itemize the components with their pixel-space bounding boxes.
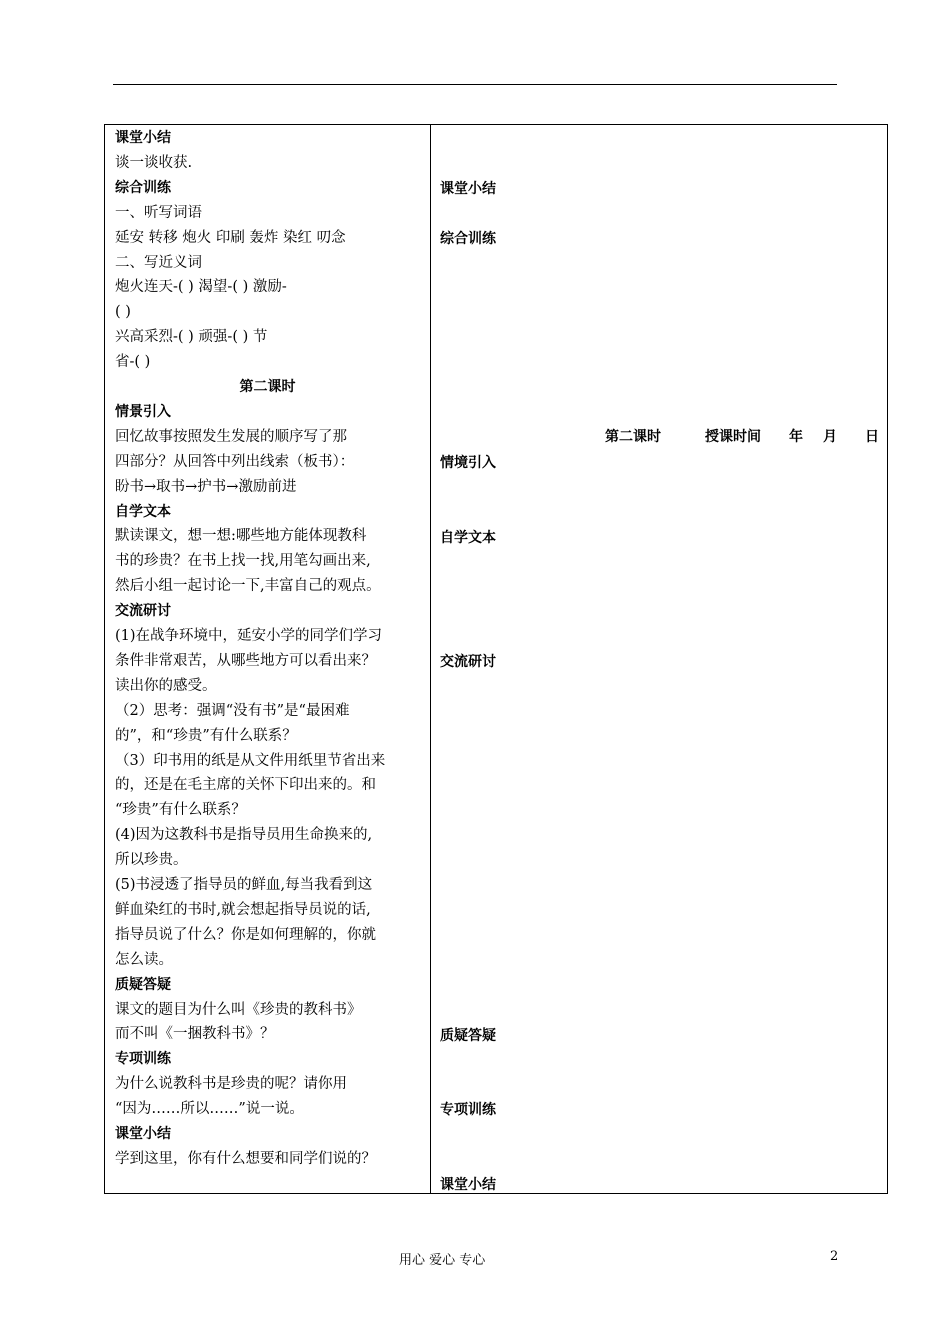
body-text-line: 为什么说教科书是珍贵的呢？请你用 [115,1076,347,1093]
body-text-line: （2）思考：强调“没有书”是“最困难 [115,702,350,719]
section-heading: 情景引入 [115,403,171,420]
body-text-line: (4)因为这教科书是指导员用生命换来的, [115,827,373,844]
body-text-line: 延安 转移 炮火 印刷 轰炸 染红 叨念 [115,229,346,246]
body-text-line: 省-( ) [115,354,151,371]
footer-motto: 用心 爱心 专心 [399,1253,486,1268]
body-text-line: 的”，和“珍贵”有什么联系？ [115,727,297,744]
body-text-line: 四部分？从回答中列出线索（板书）： [115,453,355,470]
section-heading: 第二课时 [239,379,296,395]
schedule-lesson: 第二课时 [605,429,661,445]
column-divider [430,125,431,1193]
body-text-line: (5)书浸透了指导员的鲜血,每当我看到这 [115,877,373,893]
page-number: 2 [830,1249,839,1264]
schedule-month: 月 [823,429,837,445]
notes-section-label: 专项训练 [440,1102,496,1119]
notes-section-label: 课堂小结 [440,1176,496,1193]
body-text-line: 默读课文，想一想:哪些地方能体现教科 [115,528,367,545]
body-text-line: ( ) [115,304,131,321]
body-text-line: 书的珍贵？在书上找一找,用笔勾画出来, [115,553,371,570]
body-text-line: 条件非常艰苦，从哪些地方可以看出来？ [115,652,376,669]
section-heading: 质疑答疑 [115,976,171,993]
section-heading: 专项训练 [115,1051,171,1068]
body-text-line: 读出你的感受。 [115,677,217,694]
body-text-line: 怎么读。 [115,951,173,968]
section-heading: 交流研讨 [115,603,171,620]
body-text-line: 指导员说了什么？你是如何理解的，你就 [115,926,376,943]
body-text-line: 的，还是在毛主席的关怀下印出来的。和 [115,777,376,794]
notes-section-label: 自学文本 [440,529,496,546]
notes-section-label: 课堂小结 [440,180,496,197]
body-text-line: （3）印书用的纸是从文件用纸里节省出来 [115,752,386,769]
notes-section-label: 情境引入 [440,454,496,471]
body-text-line: 鲜血染红的书时,就会想起指导员说的话, [115,901,371,918]
body-text-line: 炮火连天-( ) 渴望-( ) 激励- [115,279,287,296]
schedule-year: 年 [789,429,803,445]
body-text-line: “珍贵”有什么联系？ [115,802,246,819]
body-text-line: 兴高采烈-( ) 顽强-( ) 节 [115,329,268,346]
section-heading: 课堂小结 [115,1126,171,1142]
body-text-line: 二、写近义词 [115,254,202,271]
section-heading: 课堂小结 [115,130,171,146]
schedule-day: 日 [865,429,879,445]
body-text-line: 所以珍贵。 [115,852,188,869]
schedule-time-label: 授课时间 [705,429,761,445]
body-text-line: 回忆故事按照发生发展的顺序写了那 [115,428,347,445]
body-text-line: “因为……所以……”说一说。 [115,1101,304,1118]
section-heading: 综合训练 [115,179,171,196]
body-text-line: 学到这里，你有什么想要和同学们说的？ [115,1150,376,1167]
body-text-line: 谈一谈收获. [115,154,193,171]
body-text-line: 课文的题目为什么叫《珍贵的教科书》 [115,1001,362,1018]
section-heading: 自学文本 [115,503,171,520]
notes-section-label: 综合训练 [440,230,496,247]
body-text-line: (1)在战争环境中，延安小学的同学们学习 [115,628,383,644]
lesson-plan-table [104,124,888,1194]
notes-section-label: 交流研讨 [440,654,496,670]
notes-section-label: 质疑答疑 [440,1027,496,1044]
body-text-line: 而不叫《一捆教科书》？ [115,1026,275,1043]
header-rule [113,84,837,85]
body-text-line: 盼书→取书→护书→激励前进 [115,478,297,495]
body-text-line: 然后小组一起讨论一下,丰富自己的观点。 [115,578,381,595]
body-text-line: 一、听写词语 [115,204,202,221]
